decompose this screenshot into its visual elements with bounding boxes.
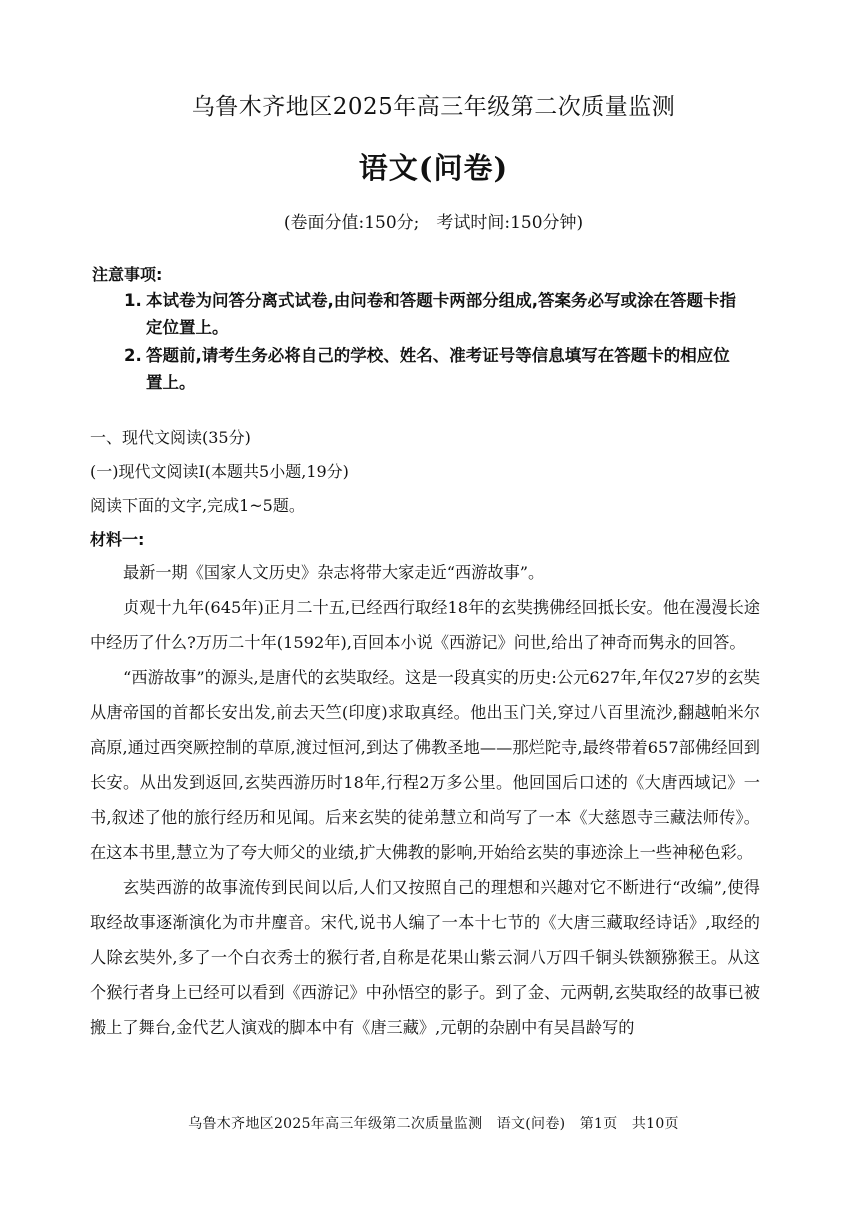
page-footer: 乌鲁木齐地区2025年高三年级第二次质量监测 语文(问卷) 第1页 共10页	[188, 1116, 679, 1132]
instruction: 阅读下面的文字,完成1~5题。	[90, 496, 305, 515]
paragraph: “西游故事”的源头,是唐代的玄奘取经。这是一段真实的历史:公元627年,年仅27岁的玄奘从唐帝国的首都长安出发,前去天竺(印度)求取真经。他出玉门关,穿过八百里流沙,翻越帕米尔高原,通过西突厥控制的草原,渡过恒河,到达了佛教圣地——那烂陀寺,最终带着657部佛经回到长安。从出发到返回,玄奘西游历时18年,行程2万多公里。他回国后口述的《大唐西域记》一书,叙述了他的旅行经历和见闻。后来玄奘的徒弟慧立和尚写了一本《大慈恩寺三藏法师传》。在这本书里,慧立为了夸大师父的业绩,扩大佛教的影响,开始给玄奘的事迹涂上一些神秘色彩。	[90, 668, 760, 862]
note-number: 1.	[124, 291, 142, 310]
exam-title: 乌鲁木齐地区2025年高三年级第二次质量监测	[191, 94, 676, 120]
reading-passage	[90, 555, 760, 1045]
sub-section-title: (一)现代文阅读Ⅰ(本题共5小题,19分)	[90, 462, 349, 481]
note-number: 2.	[124, 346, 142, 365]
paragraph: 玄奘西游的故事流传到民间以后,人们又按照自己的理想和兴趣对它不断进行“改编”,使得取经故事逐渐演化为市井麈音。宋代,说书人编了一本十七节的《大唐三藏取经诗话》,取经的人除玄奘外,多了一个白衣秀士的猴行者,自称是花果山紫云洞八万四千铜头铁额猕猴王。从这个猴行者身上已经可以看到《西游记》中孙悟空的影子。到了金、元两朝,玄奘取经的故事已被搬上了舞台,金代艺人演戏的脚本中有《唐三藏》,元朝的杂剧中有吴昌龄写的	[90, 878, 760, 1037]
part-title: 一、现代文阅读(35分)	[90, 428, 251, 447]
material-label: 材料一:	[90, 530, 145, 549]
note-text-continued: 置上。	[146, 373, 196, 392]
note-item-1	[124, 287, 779, 341]
note-item-2	[124, 342, 779, 396]
note-text: 本试卷为问答分离式试卷,由问卷和答题卡两部分组成,答案务必写或涂在答题卡指	[146, 291, 737, 310]
note-text: 答题前,请考生务必将自己的学校、姓名、准考证号等信息填写在答题卡的相应位	[146, 346, 730, 365]
note-text-continued: 定位置上。	[146, 318, 229, 337]
paragraph: 最新一期《国家人文历史》杂志将带大家走近“西游故事”。	[123, 563, 545, 582]
paragraph: 贞观十九年(645年)正月二十五,已经西行取经18年的玄奘携佛经回抵长安。他在漫漫长途中经历了什么?万历二十年(1592年),百回本小说《西游记》问世,给出了神奇而隽永的回答。	[90, 598, 760, 652]
subject-title: 语文(问卷)	[358, 151, 509, 185]
notes-heading: 注意事项:	[92, 265, 163, 284]
exam-info: (卷面分值:150分; 考试时间:150分钟)	[283, 213, 584, 233]
